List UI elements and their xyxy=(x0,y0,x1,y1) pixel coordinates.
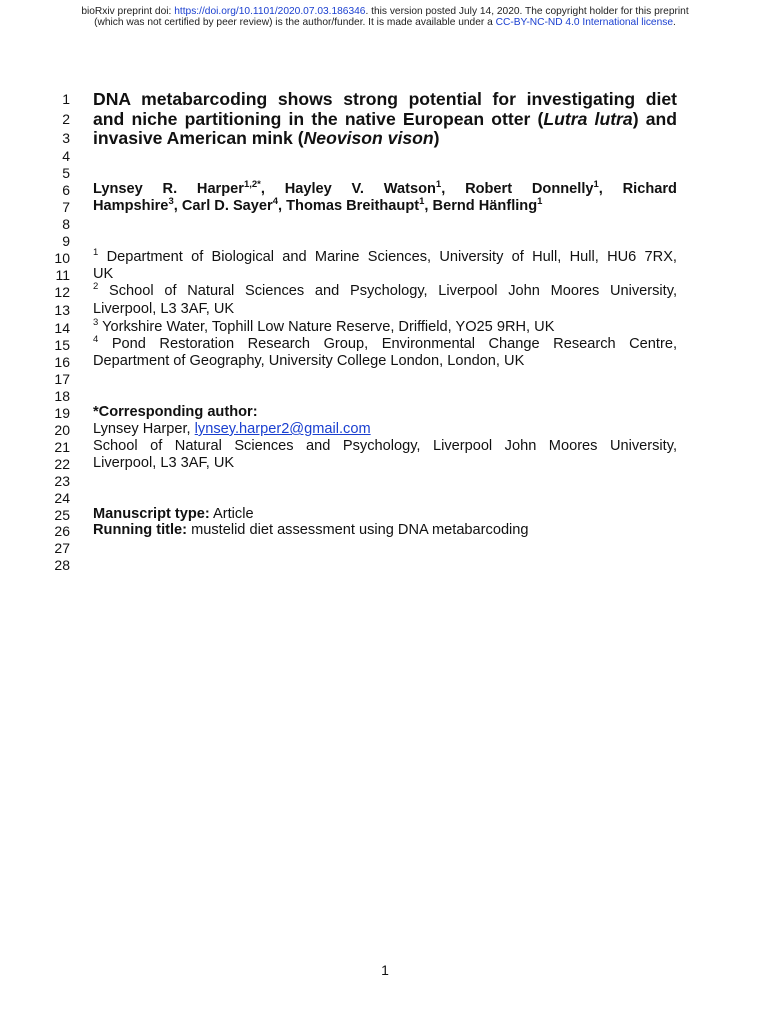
line-number: 15 xyxy=(54,337,70,353)
corresponding-name: Lynsey Harper, xyxy=(93,421,195,437)
line-number: 24 xyxy=(54,490,70,506)
author: Hayley V. Watson$^1$, xyxy=(284,179,446,197)
line-number: 25 xyxy=(54,507,70,523)
line-number: 21 xyxy=(54,439,70,455)
line-number: 7 xyxy=(62,199,70,215)
paper-title-line3 xyxy=(93,128,677,148)
title-text: and niche partitioning in the native European otter ( xyxy=(93,109,544,129)
line-number: 9 xyxy=(62,233,70,249)
line-number: 23 xyxy=(54,473,70,489)
author: Hampshire$^3$, xyxy=(93,196,178,214)
author: Bernd Hänfling$^1$ xyxy=(432,196,543,214)
line-number: 2 xyxy=(62,111,70,127)
line-number: 13 xyxy=(54,302,70,318)
line-number: 8 xyxy=(62,216,70,232)
header-text: . xyxy=(673,17,676,28)
line-number: 27 xyxy=(54,540,70,556)
header-text: . this version posted July 14, 2020. The copyright holder for this preprint xyxy=(365,6,689,17)
affiliation-4-cont: Department of Geography, University College London, London, UK xyxy=(93,353,525,369)
title-text: invasive American mink ( xyxy=(93,128,304,148)
corresponding-address-cont: Liverpool, L3 3AF, UK xyxy=(93,455,235,471)
line-number: 18 xyxy=(54,388,70,404)
corresponding-heading: *Corresponding author: xyxy=(93,404,258,420)
author: Carl D. Sayer$^4$, xyxy=(181,196,283,214)
species-name: Neovison vison xyxy=(303,128,434,148)
line-number: 6 xyxy=(62,182,70,198)
line-number: 22 xyxy=(54,456,70,472)
line-number: 17 xyxy=(54,371,70,387)
license-link[interactable]: CC-BY-NC-ND 4.0 International license xyxy=(495,17,674,28)
preprint-header-line2 xyxy=(0,17,770,29)
page-number: 1 xyxy=(381,962,389,978)
email-link[interactable]: lynsey.harper2@gmail.com xyxy=(194,421,371,437)
line-number: 20 xyxy=(54,422,70,438)
paper-title-line2 xyxy=(93,109,677,129)
line-number: 3 xyxy=(62,130,70,146)
species-name: Lutra lutra xyxy=(543,109,633,129)
affiliation-3: $^3$ Yorkshire Water, Tophill Low Nature Reserve, Driffield, YO25 9RH, UK xyxy=(93,317,555,335)
manuscript-type-label: Manuscript type: xyxy=(93,506,210,522)
line-number: 19 xyxy=(54,405,70,421)
line-number: 28 xyxy=(54,557,70,573)
author-list-line2 xyxy=(93,197,677,217)
header-text: bioRxiv preprint doi: xyxy=(81,6,175,17)
line-number: 14 xyxy=(54,320,70,336)
line-number: 10 xyxy=(54,250,70,266)
affiliation-1: $^1$ Department of Biological and Marine Sciences, University of Hull, Hull, HU6 7RX, xyxy=(93,247,677,265)
corresponding-contact xyxy=(93,420,677,438)
affiliation-4: $^4$ Pond Restoration Research Group, Environmental Change Research Centre, xyxy=(93,334,677,352)
manuscript-type-value: Article xyxy=(209,506,254,522)
line-number: 4 xyxy=(62,148,70,164)
title-text: ) and xyxy=(632,109,678,129)
title-text: ) xyxy=(433,128,440,148)
line-number: 5 xyxy=(62,165,70,181)
line-number: 11 xyxy=(55,267,70,283)
author: Lynsey R. Harper$^{1,2*}$, xyxy=(93,179,265,197)
corresponding-address: School of Natural Sciences and Psychology, Liverpool John Moores University, xyxy=(93,438,677,454)
affiliation-2-cont: Liverpool, L3 3AF, UK xyxy=(93,301,235,317)
running-title-label: Running title: xyxy=(93,522,188,538)
paper-title-line1 xyxy=(93,89,677,109)
affiliation-1-cont: UK xyxy=(93,266,114,282)
header-text: (which was not certified by peer review) is the author/funder. It is made available under a xyxy=(94,17,496,28)
line-number: 26 xyxy=(54,523,70,539)
author: Thomas Breithaupt$^1$, xyxy=(286,196,429,214)
title-text: DNA metabarcoding shows strong potential for investigating diet xyxy=(93,89,677,109)
affiliation-2: $^2$ School of Natural Sciences and Psychology, Liverpool John Moores University, xyxy=(93,281,677,299)
running-title-value: mustelid diet assessment using DNA metabarcoding xyxy=(187,522,529,538)
doi-link[interactable]: https://doi.org/10.1101/2020.07.03.186346 xyxy=(174,6,366,17)
author: Richard xyxy=(622,181,677,197)
running-title xyxy=(93,521,677,539)
line-number: 1 xyxy=(62,91,70,107)
line-number: 16 xyxy=(54,354,70,370)
line-number: 12 xyxy=(54,284,70,300)
author: Robert Donnelly$^1$, xyxy=(465,179,603,197)
